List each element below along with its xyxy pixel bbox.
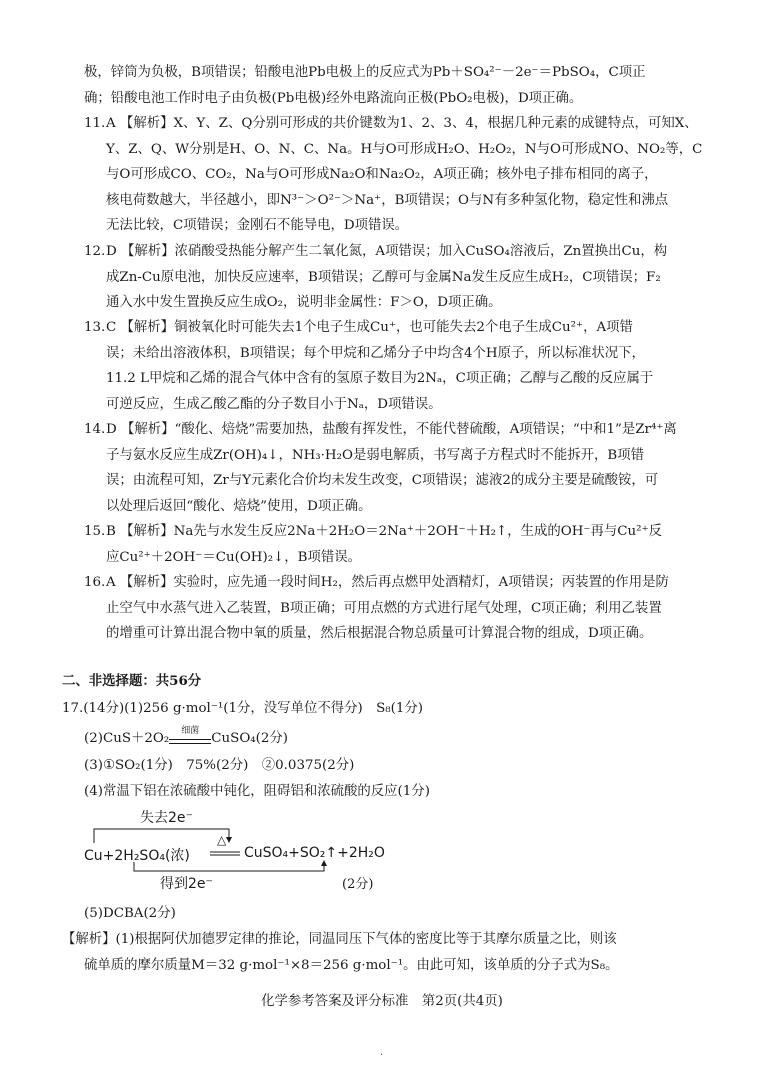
answer-q14	[84, 417, 709, 519]
text-line: A 【解析】X、Y、Z、Q分别可形成的共价键数为1、2、3、4，根据几种元素的成键特点，可知X、	[106, 116, 698, 131]
equation-reactants: Cu+2H₂SO₄(浓)	[84, 848, 190, 864]
text-line: 子与氨水反应生成Zr(OH)₄↓，NH₃·H₂O是弱电解质，书写离子方程式时不能拆开，B项错	[106, 447, 644, 463]
text-line: 成Zn-Cu原电池，加快反应速率，B项错误；乙醇可与金属Na发生反应生成H₂，C项错误；F₂	[106, 269, 661, 285]
answer-q17-part4: (4)常温下铝在浓硫酸中钝化，阻碍铝和浓硫酸的反应(1分)	[84, 784, 430, 799]
question-number: 12.	[84, 244, 106, 259]
text-line: A 【解析】实验时，应先通一段时间H₂，然后再点燃甲处酒精灯，A项错误；丙装置的作用是防	[106, 575, 669, 590]
transfer-bracket-lines	[84, 807, 504, 877]
answer-q11	[84, 111, 709, 239]
text-line: D 【解析】“酸化、焙烧”需要加热，盐酸有挥发性，不能代替硫酸，A项错误；“中和1”是Zr⁴⁺离	[106, 422, 677, 437]
answer-q17-head: 17.(14分)(1)256 g·mol⁻¹(1分，没写单位不得分) S₈(1分)	[62, 701, 424, 716]
text-line: 误；未给出溶液体积，B项错误；每个甲烷和乙烯分子中均含4个H原子，所以标准状况下，	[106, 345, 645, 361]
text-line: 止空气中水蒸气进入乙装置，B项正确；可用点燃的方式进行尾气处理，C项正确；利用乙装置	[106, 600, 662, 616]
answer-q17-part2	[84, 726, 288, 756]
electron-transfer-diagram	[84, 807, 504, 892]
text-line: CuSO₄(2分)	[211, 731, 289, 746]
section-heading: 二、非选择题：共56分	[62, 673, 202, 689]
text-line: 的增重可计算出混合物中氧的质量，然后根据混合物总质量可计算混合物的组成，D项正确。	[106, 626, 653, 641]
text-line: 【解析】(1)根据阿伏加德罗定律的推论，同温同压下气体的密度比等于其摩尔质量之比，则该	[62, 932, 617, 947]
text-line: 以处理后返回“酸化、焙烧”使用，D项正确。	[106, 498, 372, 514]
text-line: Y、Z、Q、W分别是H、O、N、C、Na。H与O可形成H₂O、H₂O₂，N与O可形成NO、NO₂等，C	[106, 141, 703, 157]
footer-dot: ·	[380, 1050, 384, 1061]
question-number: 13.	[84, 320, 106, 335]
condition-arrow	[169, 726, 211, 751]
question-number: 14.	[84, 422, 106, 437]
electron-loss-label: 失去2e⁻	[140, 810, 193, 826]
score-label: (2分)	[342, 877, 374, 892]
text-line: C 【解析】铜被氧化时可能失去1个电子生成Cu⁺，也可能失去2个电子生成Cu²⁺，A项错	[106, 320, 633, 335]
page-footer: 化学参考答案及评分标准 第2页(共4页)	[261, 994, 503, 1009]
text-line: 硫单质的摩尔质量M＝32 g·mol⁻¹×8＝256 g·mol⁻¹。由此可知，该单质的分子式为S₈。	[84, 957, 619, 973]
text-line: B 【解析】Na先与水发生反应2Na＋2H₂O＝2Na⁺＋2OH⁻＋H₂↑，生成的OH⁻再与Cu²⁺反	[106, 524, 662, 539]
text-line: 极，锌筒为负极，B项错误；铅酸电池Pb电极上的反应式为Pb＋SO₄²⁻－2e⁻＝PbSO₄，C项正	[84, 65, 646, 80]
answer-q12	[84, 239, 709, 316]
answer-q13	[84, 315, 709, 417]
paragraph-q10-continued	[84, 60, 709, 111]
text-line: 11.2 L甲烷和乙烯的混合气体中含有的氢原子数目为2Nₐ，C项正确；乙醇与乙酸的反应属于	[106, 371, 654, 386]
answer-q15	[84, 519, 709, 570]
equation-products: CuSO₄+SO₂↑+2H₂O	[244, 845, 385, 861]
question-number: 15.	[84, 524, 106, 539]
text-line: 无法比较，C项错误；金刚石不能导电，D项错误。	[106, 218, 409, 233]
text-line: 核电荷数越大，半径越小，即N³⁻＞O²⁻＞Na⁺，B项错误；O与N有多种氢化物，稳定性和沸点	[106, 192, 669, 208]
answer-q17-part3: (3)①SO₂(1分) 75%(2分) ②0.0375(2分)	[84, 758, 355, 773]
electron-gain-label: 得到2e⁻	[160, 876, 213, 892]
heat-symbol: △	[217, 833, 227, 847]
question-number: 11.	[84, 116, 106, 131]
answer-q17-part5: (5)DCBA(2分)	[84, 906, 176, 921]
question-number: 16.	[84, 575, 106, 590]
text-line: 误；由流程可知，Zr与Y元素化合价均未发生改变，C项错误；滤液2的成分主要是硫酸铵，可	[106, 473, 659, 488]
text-line: 与O可形成CO、CO₂，Na与O可形成Na₂O和Na₂O₂，A项正确；核外电子排布相同的离子，	[106, 167, 658, 182]
text-line: 应Cu²⁺＋2OH⁻＝Cu(OH)₂↓，B项错误。	[106, 549, 362, 565]
text-line: 通入水中发生置换反应生成O₂，说明非金属性：F＞O，D项正确。	[106, 295, 502, 310]
text-line: D 【解析】浓硝酸受热能分解产生二氧化氮，A项错误；加入CuSO₄溶液后，Zn置换出Cu，构	[106, 244, 668, 259]
explanation-q17	[62, 927, 712, 978]
text-line: (2)CuS＋2O₂	[84, 731, 170, 746]
condition-label: 细菌	[181, 726, 200, 736]
text-line: 确；铅酸电池工作时电子由负极(Pb电极)经外电路流向正极(PbO₂电极)，D项正确。	[84, 90, 583, 106]
answer-q16	[84, 570, 709, 647]
text-line: 可逆反应，生成乙酸乙酯的分子数目小于Nₐ，D项错误。	[106, 396, 442, 412]
